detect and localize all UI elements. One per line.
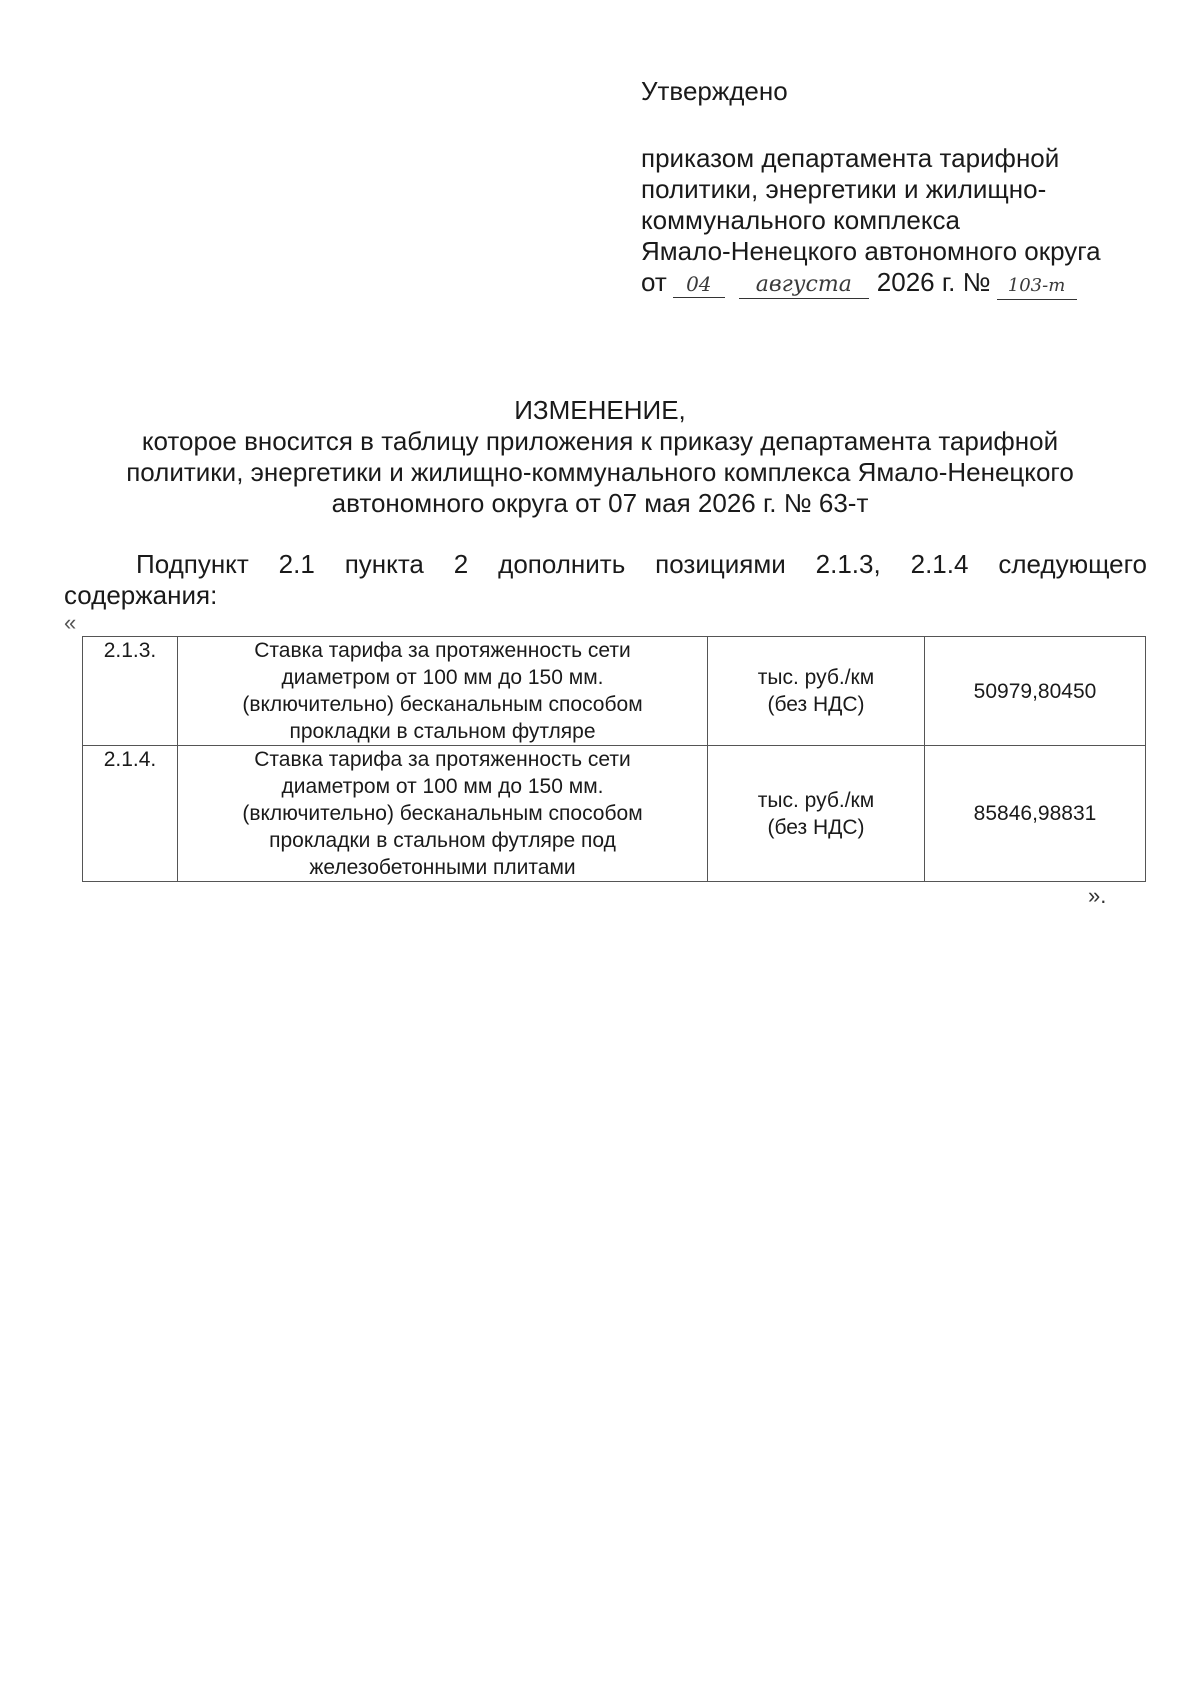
approved-label: Утверждено bbox=[641, 76, 788, 106]
approval-date-line bbox=[641, 267, 1161, 300]
description-cell bbox=[178, 637, 708, 746]
approval-line: приказом департамента тарифной bbox=[641, 143, 1060, 173]
value-cell: 85846,98831 bbox=[925, 746, 1146, 882]
table-row bbox=[83, 746, 1146, 882]
date-prefix: от bbox=[641, 267, 667, 297]
body-paragraph bbox=[64, 549, 1147, 611]
approval-line: политики, энергетики и жилищно- bbox=[641, 174, 1047, 204]
heading-subtitle-line: политики, энергетики и жилищно-коммунального комплекса Ямало-Ненецкого bbox=[126, 457, 1074, 487]
description-line: Ставка тарифа за протяженность сети bbox=[254, 748, 631, 771]
heading-subtitle-line: автономного округа от 07 мая 2026 г. № 63-т bbox=[331, 488, 869, 518]
unit-line: (без НДС) bbox=[767, 693, 865, 716]
tariff-table bbox=[82, 636, 1146, 882]
year-text: 2026 г. № bbox=[876, 267, 991, 297]
handwritten-order-number: 103-т bbox=[997, 273, 1077, 300]
unit-line: (без НДС) bbox=[767, 815, 865, 839]
document-heading bbox=[60, 395, 1140, 519]
description-line: диаметром от 100 мм до 150 мм. bbox=[281, 775, 604, 798]
description-line: Ставка тарифа за протяженность сети bbox=[254, 639, 631, 662]
description-line: железобетонными плитами bbox=[309, 856, 576, 879]
description-cell bbox=[178, 746, 708, 882]
approval-line: коммунального комплекса bbox=[641, 205, 960, 235]
closing-quote: ». bbox=[1088, 883, 1107, 908]
row-number-cell: 2.1.3. bbox=[83, 637, 178, 746]
unit-line: тыс. руб./км bbox=[757, 666, 875, 689]
unit-line: тыс. руб./км bbox=[757, 788, 875, 812]
paragraph-line: Подпункт 2.1 пункта 2 дополнить позициями 2.1.3, 2.1.4 следующего bbox=[136, 549, 1147, 579]
handwritten-day: 04 bbox=[673, 271, 725, 298]
description-line: (включительно) бесканальным способом bbox=[242, 693, 643, 716]
heading-subtitle-line: которое вносится в таблицу приложения к приказу департамента тарифной bbox=[141, 426, 1059, 456]
opening-quote: « bbox=[64, 610, 77, 635]
heading-title: ИЗМЕНЕНИЕ, bbox=[514, 395, 686, 425]
unit-cell bbox=[708, 746, 925, 882]
handwritten-month: августа bbox=[739, 272, 869, 299]
value-cell: 50979,80450 bbox=[925, 637, 1146, 746]
description-line: диаметром от 100 мм до 150 мм. bbox=[281, 666, 604, 689]
description-line: прокладки в стальном футляре bbox=[289, 720, 596, 743]
table-row bbox=[83, 637, 1146, 746]
description-line: (включительно) бесканальным способом bbox=[242, 802, 643, 825]
unit-cell bbox=[708, 637, 925, 746]
row-number-cell: 2.1.4. bbox=[83, 746, 178, 882]
approval-line: Ямало-Ненецкого автономного округа bbox=[641, 236, 1101, 266]
approval-block bbox=[641, 76, 1161, 300]
description-line: прокладки в стальном футляре под bbox=[269, 829, 616, 852]
paragraph-line: содержания: bbox=[64, 580, 218, 610]
